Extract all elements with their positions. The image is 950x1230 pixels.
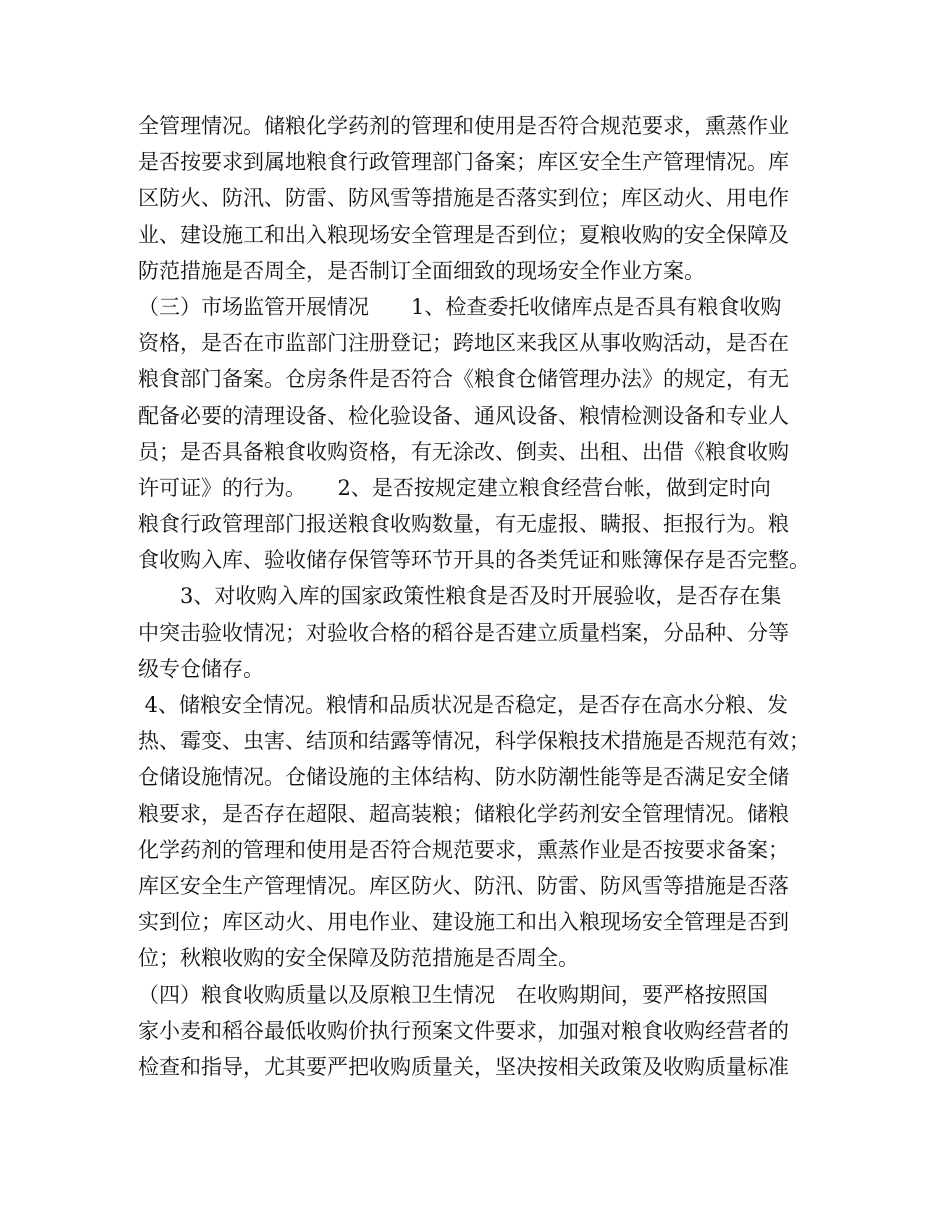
text-line: 是否按要求到属地粮食行政管理部门备案；库区安全生产管理情况。库	[138, 150, 789, 175]
text-line: 粮要求，是否存在超限、超高装粮；储粮化学药剂安全管理情况。储粮	[138, 801, 789, 826]
text-line: 员；是否具备粮食收购资格，有无涂改、倒卖、出租、出借《粮食收购	[138, 439, 789, 464]
text-line: 级专仓储存。	[138, 656, 264, 681]
section-heading-line: （四）粮食收购质量以及原粮卫生情况 在收购期间，要严格按照国	[138, 982, 768, 1007]
text-line: 食收购入库、验收储存保管等环节开具的各类凭证和账簿保存是否完整。	[138, 548, 810, 573]
text-line: 实到位；库区动火、用电作业、建设施工和出入粮现场安全管理是否到	[138, 910, 789, 935]
text-line: 全管理情况。储粮化学药剂的管理和使用是否符合规范要求，熏蒸作业	[138, 114, 789, 138]
text-line: 防范措施是否周全，是否制订全面细致的现场安全作业方案。	[138, 258, 705, 283]
text-line: 粮食部门备案。仓房条件是否符合《粮食仓储管理办法》的规定，有无	[138, 367, 789, 392]
text-line: 4、储粮安全情况。粮情和品质状况是否稳定，是否存在高水分粮、发	[138, 693, 789, 717]
body-text	[138, 108, 828, 1085]
text-line: 化学药剂的管理和使用是否符合规范要求，熏蒸作业是否按要求备案；	[138, 837, 789, 862]
text-line: 中突击验收情况；对验收合格的稻谷是否建立质量档案，分品种、分等	[138, 620, 789, 645]
text-line: 配备必要的清理设备、检化验设备、通风设备、粮情检测设备和专业人	[138, 403, 789, 428]
text-line: 家小麦和稻谷最低收购价执行预案文件要求，加强对粮食收购经营者的	[138, 1018, 789, 1043]
text-line: 检查和指导，尤其要严把收购质量关，坚决按相关政策及收购质量标准	[138, 1054, 789, 1079]
text-line: 位；秋粮收购的安全保障及防范措施是否周全。	[138, 946, 579, 971]
text-line: 资格，是否在市监部门注册登记；跨地区来我区从事收购活动，是否在	[138, 331, 789, 356]
text-line: 仓储设施情况。仓储设施的主体结构、防水防潮性能等是否满足安全储	[138, 765, 789, 790]
text-line: 业、建设施工和出入粮现场安全管理是否到位；夏粮收购的安全保障及	[138, 222, 789, 247]
text-line: 区防火、防汛、防雷、防风雪等措施是否落实到位；库区动火、用电作	[138, 186, 789, 211]
text-line: 粮食行政管理部门报送粮食收购数量，有无虚报、瞒报、拒报行为。粮	[138, 512, 789, 537]
text-line: 3、对收购入库的国家政策性粮食是否及时开展验收，是否存在集	[138, 584, 782, 609]
text-line: 许可证》的行为。 2、是否按规定建立粮食经营台帐，做到定时向	[138, 475, 771, 500]
text-line: 库区安全生产管理情况。库区防火、防汛、防雷、防风雪等措施是否落	[138, 873, 789, 898]
section-heading-line: （三）市场监管开展情况 1、检查委托收储库点是否具有粮食收购	[138, 294, 782, 319]
text-line: 热、霉变、虫害、结顶和结露等情况，科学保粮技术措施是否规范有效；	[138, 729, 810, 754]
